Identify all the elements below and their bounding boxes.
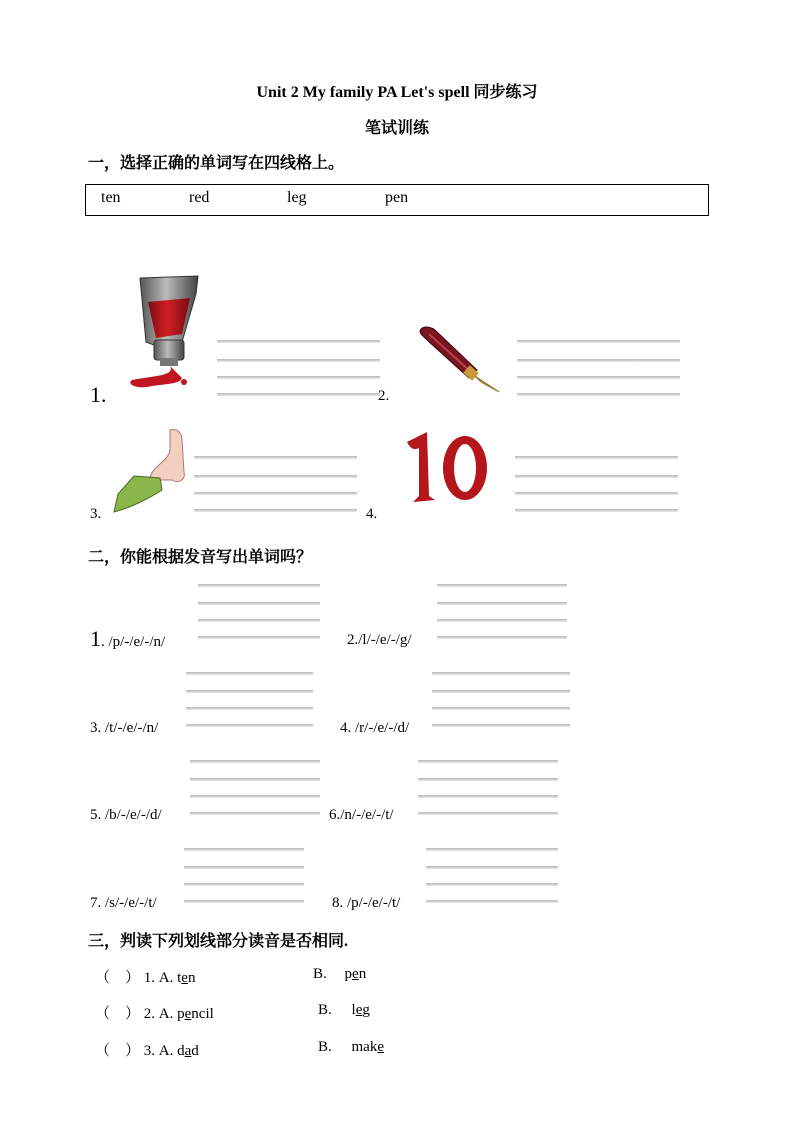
compare-item-1-b — [313, 966, 366, 983]
writing-lines[interactable] — [198, 584, 320, 640]
writing-lines[interactable] — [190, 760, 320, 816]
page-subtitle: 笔试训练 — [364, 120, 429, 137]
phonics-item-5: 5. /b/-/e/-/d/ — [90, 807, 162, 823]
section-2-heading: 二，你能根据发音写出单词吗？ — [88, 549, 313, 566]
section-3-heading: 三，判读下列划线部分读音是否相同. — [88, 933, 349, 950]
word-a: pencil — [177, 1006, 214, 1022]
word-option: pen — [385, 189, 409, 206]
writing-lines[interactable] — [186, 672, 313, 728]
option-b-label: B. — [313, 966, 327, 982]
answer-blank[interactable]: （ ） — [95, 1043, 141, 1059]
paint-tube-icon — [122, 272, 202, 394]
item-number: 2. — [378, 388, 390, 404]
item-number: 3. — [90, 506, 102, 522]
compare-item-2-b — [318, 1002, 370, 1019]
word-b: make — [351, 1039, 385, 1055]
writing-lines[interactable] — [517, 340, 680, 398]
phonics-item-1 — [90, 626, 165, 652]
option-b-label: B. — [318, 1039, 332, 1055]
item-number: 1. — [90, 382, 107, 407]
word-b: pen — [344, 966, 367, 982]
phonics-item-7: 7. /s/-/e/-/t/ — [90, 895, 157, 911]
word-a: ten — [177, 970, 196, 986]
writing-lines[interactable] — [217, 340, 380, 398]
writing-lines[interactable] — [515, 456, 678, 514]
word-option: ten — [101, 189, 121, 206]
word-a: dad — [177, 1043, 199, 1059]
question-number: 1. A. — [143, 970, 174, 986]
item-number: 1 — [90, 626, 101, 651]
phonics-item-8: 8. /p/-/e/-/t/ — [332, 895, 401, 911]
answer-blank[interactable]: （ ） — [95, 970, 141, 986]
leg-icon — [110, 428, 192, 514]
word-option: leg — [287, 189, 307, 206]
writing-lines[interactable] — [426, 848, 558, 904]
word-box — [85, 184, 709, 216]
phonics-item-4: 4. /r/-/e/-/d/ — [340, 720, 410, 736]
number-ten-icon — [405, 430, 495, 506]
item-number: 4. — [366, 506, 378, 522]
option-b-label: B. — [318, 1002, 332, 1018]
page-title: Unit 2 My family PA Let's spell 同步练习 — [256, 84, 538, 101]
section-1-heading: 一，选择正确的单词写在四线格上。 — [88, 155, 345, 172]
word-b: leg — [351, 1002, 370, 1018]
question-number: 3. A. — [143, 1043, 174, 1059]
question-number: 2. A. — [143, 1006, 174, 1022]
compare-item-1 — [95, 966, 195, 987]
answer-blank[interactable]: （ ） — [95, 1006, 141, 1022]
phonics-text: . /p/-/e/-/n/ — [101, 634, 166, 650]
writing-lines[interactable] — [437, 584, 567, 640]
word-option: red — [189, 189, 210, 206]
compare-item-2 — [95, 1002, 214, 1023]
phonics-item-3: 3. /t/-/e/-/n/ — [90, 720, 159, 736]
fountain-pen-icon — [415, 326, 505, 396]
compare-item-3-b — [318, 1039, 384, 1056]
phonics-item-2: 2./l/-/e/-/g/ — [347, 632, 412, 648]
writing-lines[interactable] — [432, 672, 570, 728]
phonics-item-6: 6./n/-/e/-/t/ — [329, 807, 394, 823]
compare-item-3 — [95, 1039, 199, 1060]
writing-lines[interactable] — [184, 848, 304, 904]
writing-lines[interactable] — [418, 760, 558, 816]
writing-lines[interactable] — [194, 456, 357, 514]
